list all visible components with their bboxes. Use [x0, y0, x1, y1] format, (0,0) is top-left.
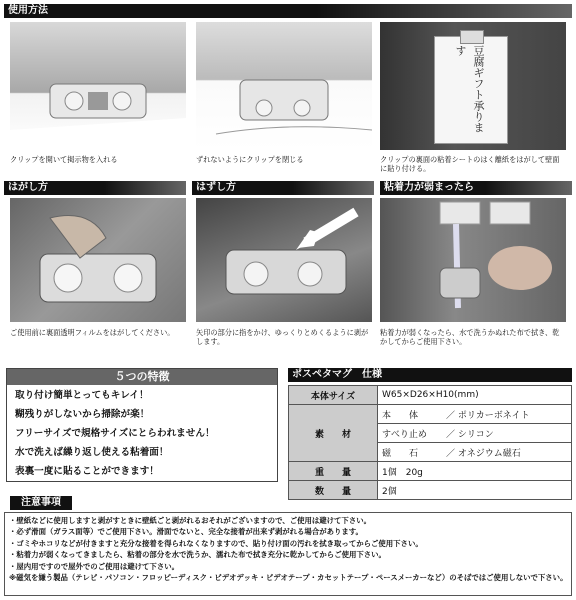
notes-box	[4, 512, 572, 596]
photo-remove-clip	[196, 198, 372, 322]
note-line: ・粘着力が弱くなってきましたら、粘着の部分を水で洗うか、濡れた布で拭き充分に乾かしてからご使用下さい。	[9, 550, 386, 560]
section-title: 粘着力が弱まったら	[384, 182, 474, 193]
spec-value: 1個 20g	[378, 462, 572, 481]
notes-title: 注意事項	[10, 496, 72, 510]
section-header-peel	[4, 181, 186, 195]
note-line: ・必ず滑面（ガラス面等）でご使用下さい。滑面でないと、完全な接着が出来ず剥がれる場合があります。	[9, 527, 363, 537]
spec-value: ／ ポリカーボネイト	[442, 405, 572, 424]
photo-open-clip	[10, 22, 186, 150]
features-list	[7, 385, 277, 481]
feature-item: 糊残りがしないから掃除が楽！	[15, 409, 150, 420]
spec-title: ポスペタマグ 仕様	[292, 369, 382, 380]
photo-close-clip	[196, 22, 372, 150]
spec-part: 本 体	[378, 405, 443, 424]
feature-item: 表裏一度に貼ることができます！	[15, 466, 159, 477]
spec-part: すべり止め	[378, 424, 443, 443]
photo-wash-clip	[380, 198, 566, 322]
section-title: はずし方	[196, 182, 236, 193]
feature-item: フリーサイズで規格サイズにとらわれません！	[15, 428, 215, 439]
peel-illustration	[10, 198, 186, 322]
features-box	[6, 368, 278, 482]
feature-item: 取り付け簡単とってもキレイ！	[15, 390, 149, 401]
clip-closed-illustration	[196, 22, 372, 150]
arrow-icon	[296, 230, 324, 250]
feature-item: 水で洗えば繰り返し使える粘着面！	[15, 447, 169, 458]
material-value: ポリカーボネイト	[457, 410, 530, 421]
spec-header	[288, 368, 572, 382]
material-value: シリコン	[457, 429, 494, 440]
photo-poster-on-glass	[380, 22, 566, 150]
spec-value: ／ シリコン	[442, 424, 572, 443]
spec-value: ／ オネジウム磁石	[442, 443, 572, 462]
poster	[434, 36, 508, 144]
spec-part: 磁 石	[378, 443, 443, 462]
wash-illustration	[380, 198, 566, 322]
caption-peel: ご使用前に裏面透明フィルムをはがしてください。	[10, 328, 175, 337]
section-header-usage	[4, 4, 572, 18]
features-title: ５つの特徴	[7, 369, 277, 385]
caption-wash: 粘着力が弱くなったら、水で洗うかぬれた布で拭き、乾かしてからご使用下さい。	[380, 328, 560, 346]
section-header-weak	[380, 181, 572, 195]
poster-text: 豆腐ギフト承ります	[454, 45, 485, 133]
clip-illustration	[10, 22, 186, 150]
spec-label: 重 量	[289, 462, 378, 481]
section-title: 使用方法	[8, 5, 48, 16]
spec-table	[288, 385, 572, 500]
clip-on-poster	[460, 30, 484, 44]
remove-illustration	[196, 198, 372, 322]
note-line: ・壁紙などに使用しますと剥がすときに壁紙ごと剥がれるおそれがございますので、ご使用は避けて下さい。	[9, 516, 371, 525]
photo-peel-film	[10, 198, 186, 322]
table-row	[289, 386, 572, 405]
spec-value: 2個	[378, 481, 572, 500]
caption-stick: クリップの裏面の粘着シートのはく離紙をはがして壁面に貼り付ける。	[380, 155, 560, 173]
note-line: ・屋内用ですので屋外でのご使用は避けて下さい。	[9, 561, 179, 571]
section-title: はがし方	[8, 182, 48, 193]
material-value: オネジウム磁石	[457, 448, 521, 459]
spec-value: W65×D26×H10(mm)	[378, 386, 572, 405]
spec-label: 本体サイズ	[289, 386, 378, 405]
caption-remove: 矢印の部分に指をかけ、ゆっくりとめくるように剥がします。	[196, 328, 369, 346]
table-row	[289, 405, 572, 424]
caption-close-clip: ずれないようにクリップを閉じる	[196, 155, 304, 164]
note-line: ※磁気を嫌う製品（テレビ・パソコン・フロッピーディスク・ビデオデッキ・ビデオテープ・カセットテープ・ペースメーカーなど）のそばではご使用しないで下さい。	[9, 573, 568, 583]
caption-open-clip: クリップを開いて掲示物を入れる	[10, 155, 118, 164]
spec-label: 数 量	[289, 481, 378, 500]
spec-label: 素 材	[289, 405, 378, 462]
table-row	[289, 462, 572, 481]
table-row	[289, 481, 572, 500]
section-header-remove	[192, 181, 374, 195]
note-line: ・ゴミやホコリなどが付きますと充分な接着を得られなくなりますので、貼り付け面の汚れを拭き取ってからご使用下さい。	[9, 538, 423, 548]
